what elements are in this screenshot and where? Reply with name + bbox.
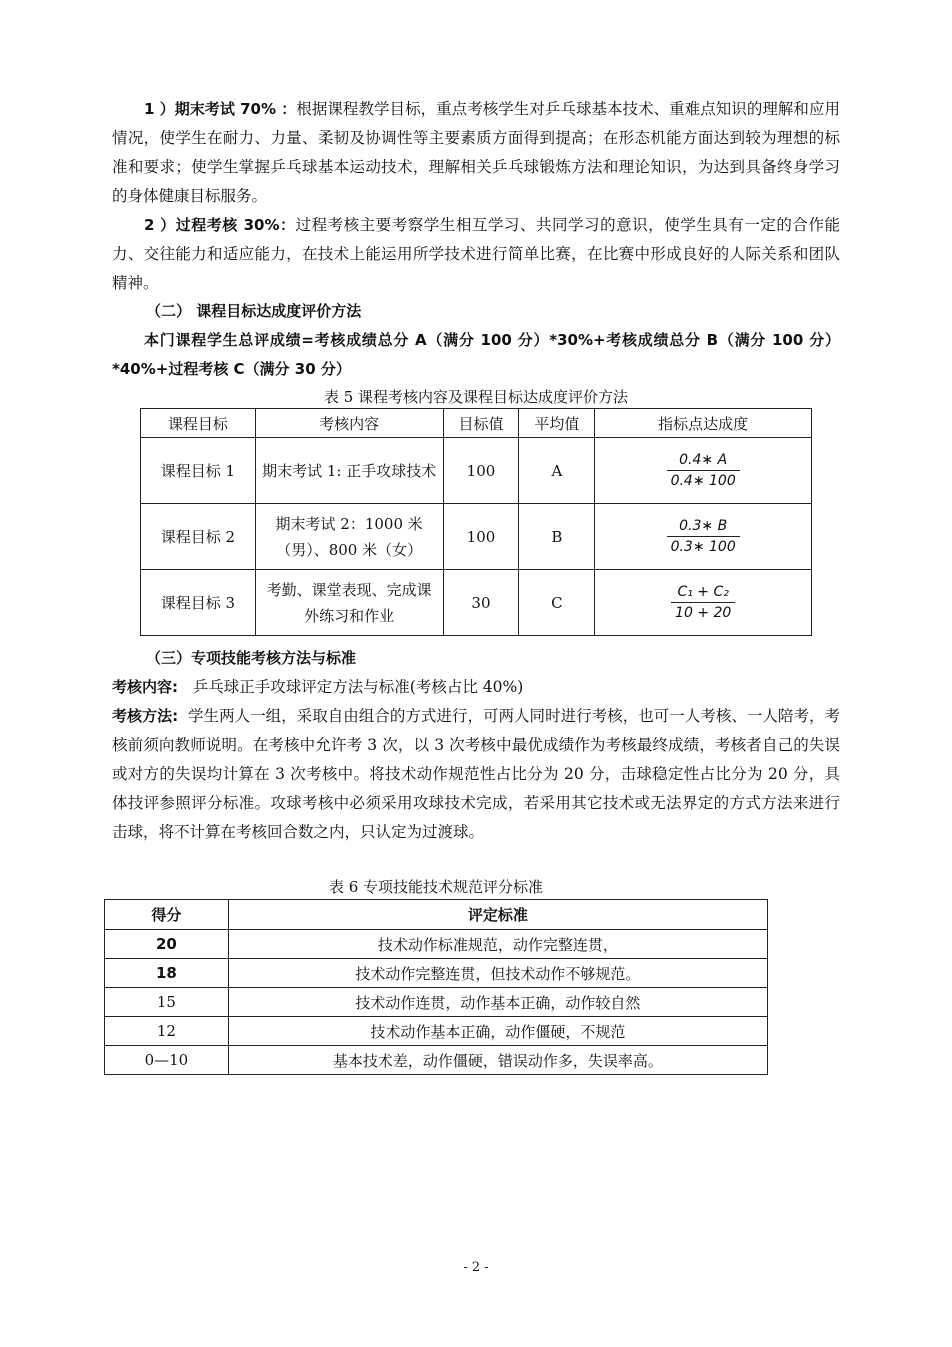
criteria-cell: 技术动作连贯，动作基本正确，动作较自然 xyxy=(228,988,767,1017)
table-row xyxy=(105,930,768,959)
table5-caption: 表 5 课程考核内容及课程目标达成度评价方法 xyxy=(323,388,629,406)
achievement-fraction xyxy=(667,452,740,489)
average-cell: A xyxy=(519,438,595,504)
table6 xyxy=(104,899,768,1075)
fraction-denominator: 0.4∗ 100 xyxy=(670,473,736,489)
table-row xyxy=(105,959,768,988)
table5-header: 课程目标 xyxy=(141,409,256,438)
exam-paragraph xyxy=(112,95,840,211)
table-row xyxy=(141,504,812,570)
assessment-content-paragraph xyxy=(112,673,840,702)
table6-header-row xyxy=(105,900,768,930)
table6-header: 评定标准 xyxy=(228,900,767,930)
assessment-method-text: 学生两人一组，采取自由组合的方式进行，可两人同时进行考核，也可一人考核、一人陪考，考核前须向教师说明。在考核中允许考 3 次，以 3 次考核中最优成绩作为考核最终成绩，考核者自己的失误或对方的失误均计算在 3 次考核中。将技术动作规范性占比分为 20 分，击球稳定性占比分为 20 分，具体技评参照评分标准。攻球考核中必须采用攻球技术完成，若采用其它技术或无法界定的方式方法来进行击球，将不计算在考核回合数之内，只认定为过渡球。 xyxy=(112,707,841,841)
achievement-cell xyxy=(595,438,812,504)
target-cell: 100 xyxy=(443,438,519,504)
page-number: - 2 - xyxy=(463,1260,489,1275)
goal-cell: 课程目标 2 xyxy=(141,504,256,570)
average-cell: C xyxy=(519,570,595,636)
table-row xyxy=(141,438,812,504)
criteria-cell: 技术动作基本正确，动作僵硬，不规范 xyxy=(228,1017,767,1046)
achievement-cell xyxy=(595,504,812,570)
table5-header: 考核内容 xyxy=(255,409,443,438)
criteria-cell: 技术动作完整连贯，但技术动作不够规范。 xyxy=(228,959,767,988)
achievement-fraction xyxy=(667,518,740,555)
achievement-fraction xyxy=(671,584,735,621)
content-cell: 期末考试 2：1000 米（男）、800 米（女） xyxy=(255,504,443,570)
fraction-numerator: 0.3∗ B xyxy=(667,518,740,537)
criteria-cell: 基本技术差，动作僵硬，错误动作多，失误率高。 xyxy=(228,1046,767,1075)
table6-header: 得分 xyxy=(105,900,229,930)
target-cell: 30 xyxy=(443,570,519,636)
table5-header: 平均值 xyxy=(519,409,595,438)
score-cell: 12 xyxy=(105,1017,229,1046)
section3-heading: （三）专项技能考核方法与标准 xyxy=(146,649,357,667)
table5-header-row xyxy=(141,409,812,438)
table5-header: 指标点达成度 xyxy=(595,409,812,438)
score-cell: 15 xyxy=(105,988,229,1017)
score-cell: 0—10 xyxy=(105,1046,229,1075)
table5 xyxy=(140,408,812,636)
process-paragraph xyxy=(112,211,840,298)
exam-text: 根据课程教学目标，重点考核学生对乒乓球基本技术、重难点知识的理解和应用情况，使学生在耐力、力量、柔韧及协调性等主要素质方面得到提高；在形态机能方面达到较为理想的标准和要求；使学生掌握乒乓球基本运动技术，理解相关乒乓球锻炼方法和理论知识，为达到具备终身学习的身体健康目标服务。 xyxy=(112,100,840,205)
table-row xyxy=(105,1046,768,1075)
goal-cell: 课程目标 3 xyxy=(141,570,256,636)
fraction-denominator: 10 + 20 xyxy=(675,605,732,621)
table5-header: 目标值 xyxy=(443,409,519,438)
assessment-method-paragraph xyxy=(112,702,840,847)
average-cell: B xyxy=(519,504,595,570)
table-row xyxy=(105,1017,768,1046)
fraction-denominator: 0.3∗ 100 xyxy=(670,539,736,555)
table-row xyxy=(141,570,812,636)
fraction-numerator: C₁ + C₂ xyxy=(671,584,735,603)
score-cell: 20 xyxy=(105,930,229,959)
section2-heading: （二） 课程目标达成度评价方法 xyxy=(146,302,362,320)
process-label: 2 ）过程考核 30%： xyxy=(144,216,296,234)
content-cell: 期末考试 1: 正手攻球技术 xyxy=(255,438,443,504)
target-cell: 100 xyxy=(443,504,519,570)
achievement-cell xyxy=(595,570,812,636)
table-row xyxy=(105,988,768,1017)
fraction-numerator: 0.4∗ A xyxy=(667,452,740,471)
goal-cell: 课程目标 1 xyxy=(141,438,256,504)
assessment-content-text: 乒乓球正手攻球评定方法与标准(考核占比 40%) xyxy=(192,678,524,696)
exam-label: 1 ）期末考试 70% ： xyxy=(144,100,297,118)
assessment-content-label: 考核内容: xyxy=(112,678,178,696)
criteria-cell: 技术动作标准规范，动作完整连贯， xyxy=(228,930,767,959)
content-cell: 考勤、课堂表现、完成课外练习和作业 xyxy=(255,570,443,636)
formula-paragraph: 本门课程学生总评成绩=考核成绩总分 A（满分 100 分）*30%+考核成绩总分 B（满分 100 分）*40%+过程考核 C（满分 30 分） xyxy=(112,331,840,378)
score-cell: 18 xyxy=(105,959,229,988)
process-text: 过程考核主要考察学生相互学习、共同学习的意识，使学生具有一定的合作能力、交往能力和适应能力，在技术上能运用所学技术进行简单比赛，在比赛中形成良好的人际关系和团队精神。 xyxy=(112,216,840,292)
table6-caption: 表 6 专项技能技术规范评分标准 xyxy=(328,878,544,896)
assessment-method-label: 考核方法: xyxy=(112,707,179,725)
